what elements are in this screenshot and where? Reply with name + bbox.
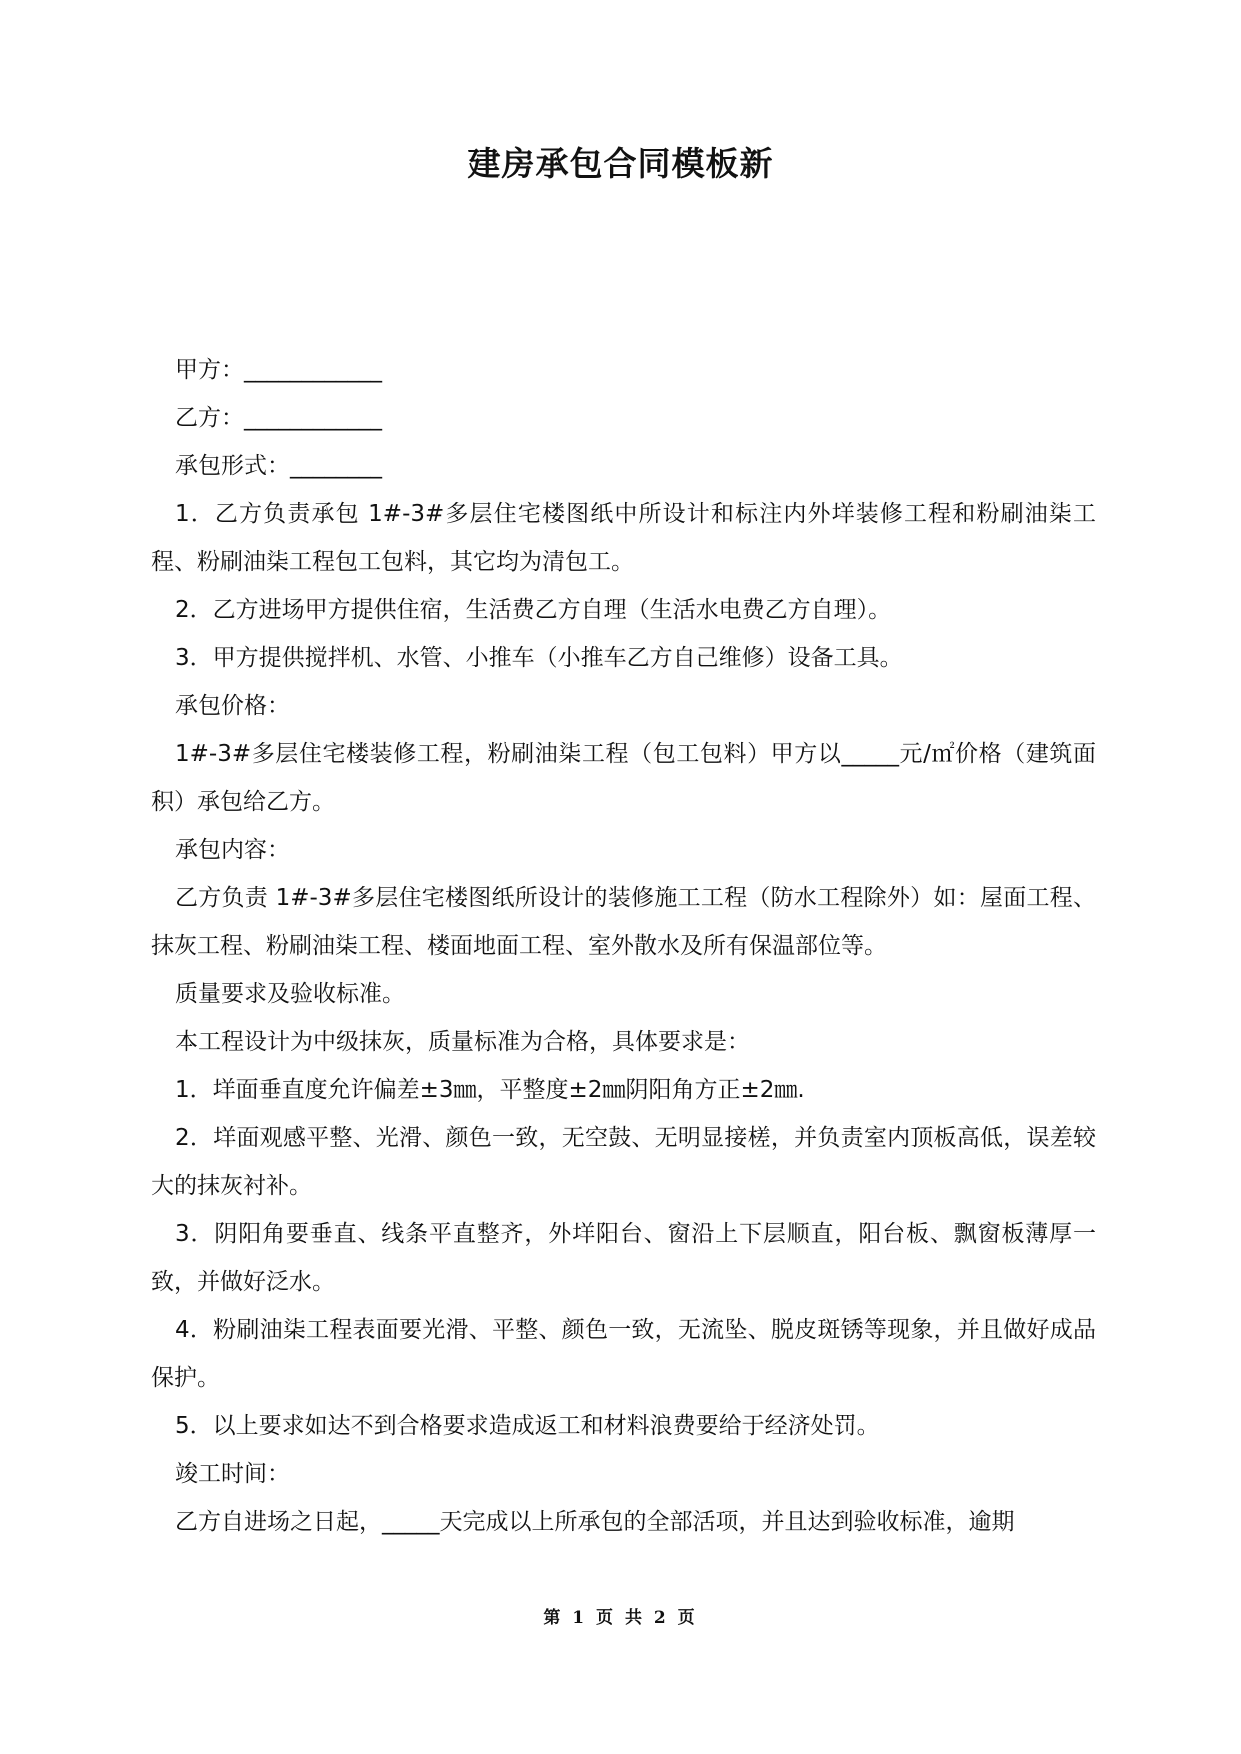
quality-item-2: 2．垟面观感平整、光滑、颜色一致，无空鼓、无明显接槎，并负责室内顶板高低，误差较大的抹灰衬补。 xyxy=(151,1125,1096,1199)
party-a-line: 甲方：____________ xyxy=(175,357,382,383)
contract-form-line: 承包形式：________ xyxy=(175,453,382,479)
section-heading-quality: 质量要求及验收标准。 xyxy=(175,981,405,1007)
section-heading-price: 承包价格： xyxy=(175,693,290,719)
page-footer: 第 1 页 共 2 页 xyxy=(543,1608,698,1628)
section-heading-scope: 承包内容： xyxy=(175,837,290,863)
clause-1: 1．乙方负责承包 1#-3#多层住宅楼图纸中所设计和标注内外垟装修工程和粉刷油柒工程、粉刷油柒工程包工包料，其它均为清包工。 xyxy=(151,501,1096,575)
document-body xyxy=(151,346,1096,1546)
completion-paragraph: 乙方自进场之日起，_____天完成以上所承包的全部活项，并且达到验收标准，逾期 xyxy=(175,1509,1015,1535)
quality-item-1: 1．垟面垂直度允许偏差±3㎜，平整度±2㎜阴阳角方正±2㎜. xyxy=(175,1077,805,1103)
party-b-line: 乙方：____________ xyxy=(175,405,382,431)
quality-intro: 本工程设计为中级抹灰，质量标准为合格，具体要求是： xyxy=(175,1029,750,1055)
clause-2: 2．乙方进场甲方提供住宿，生活费乙方自理（生活水电费乙方自理）。 xyxy=(175,597,892,623)
quality-item-4: 4．粉刷油柒工程表面要光滑、平整、颜色一致，无流坠、脱皮斑锈等现象，并且做好成品保护。 xyxy=(151,1317,1096,1391)
clause-3: 3．甲方提供搅拌机、水管、小推车（小推车乙方自己维修）设备工具。 xyxy=(175,645,903,671)
section-heading-completion: 竣工时间： xyxy=(175,1461,290,1487)
document-title: 建房承包合同模板新 xyxy=(467,144,774,183)
price-paragraph: 1#-3#多层住宅楼装修工程，粉刷油柒工程（包工包料）甲方以_____元/㎡价格（建筑面积）承包给乙方。 xyxy=(151,741,1096,815)
quality-item-3: 3．阴阳角要垂直、线条平直整齐，外垟阳台、窗沿上下层顺直，阳台板、飘窗板薄厚一致，并做好泛水。 xyxy=(151,1221,1096,1295)
scope-paragraph: 乙方负责 1#-3#多层住宅楼图纸所设计的装修施工工程（防水工程除外）如：屋面工程、抹灰工程、粉刷油柒工程、楼面地面工程、室外散水及所有保温部位等。 xyxy=(151,885,1096,959)
quality-item-5: 5．以上要求如达不到合格要求造成返工和材料浪费要给于经济处罚。 xyxy=(175,1413,880,1439)
